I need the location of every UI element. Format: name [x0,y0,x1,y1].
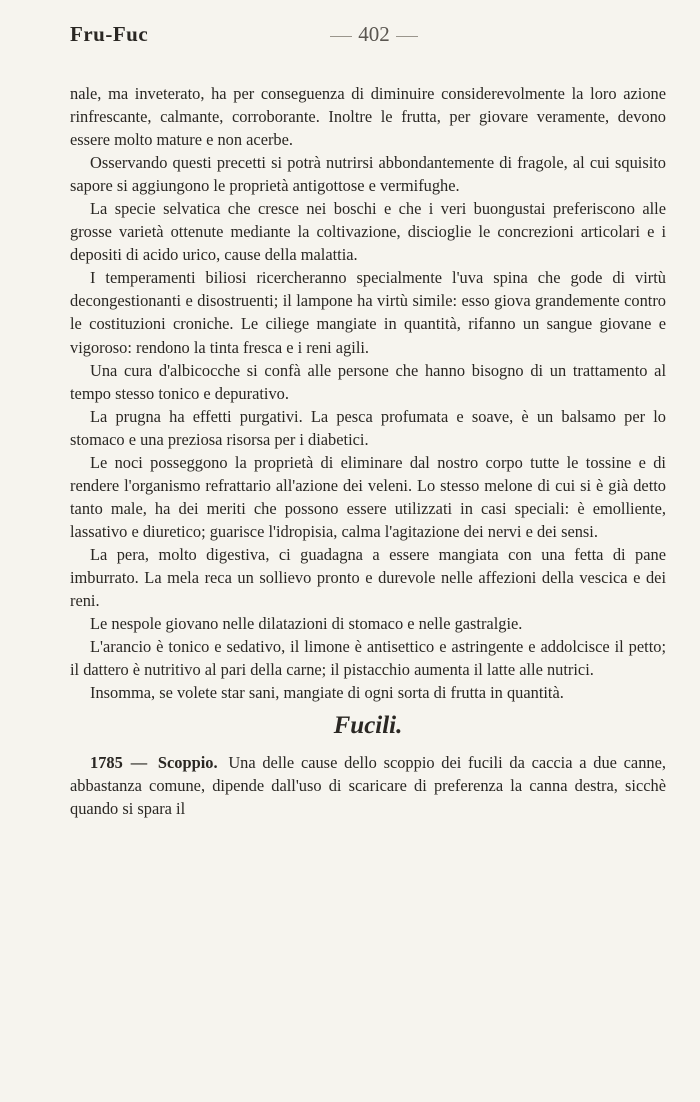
running-head: Fru-Fuc [70,22,149,46]
paragraph: Le noci posseggono la proprietà di eliminare dal nostro corpo tutte le tossine e di rendere l'organismo refrattario all'azione dei veleni. Lo stesso melone di cui si è già detto tanto male, ha dei meriti che possono essere utilizzati in casi speciali: è emolliente, lassativo e diuretico; guarisce l'idropisia, calma l'agitazione dei nervi e dei sensi. [70,452,666,541]
page-number-left-rule [330,36,352,37]
entry-dash: — [130,753,148,773]
paragraph: Osservando questi precetti si potrà nutrirsi abbondantemente di fragole, al cui squisito sapore si aggiungono le proprietà antigottose e vermifughe. [70,153,666,196]
page-number-right-rule [396,36,418,37]
paragraph: Insomma, se volete star sani, mangiate di ogni sorta di frutta in quantità. [90,683,564,703]
entry-paragraph [70,751,666,820]
paragraph: La pera, molto digestiva, ci guadagna a essere mangiata con una fetta di pane imburrato. La mela reca un sollievo pronto e durevole nelle affezioni della vescica e dei reni. [70,544,666,611]
page-number: 402 [358,22,390,46]
entry-text: Una delle cause dello scoppio dei fucili da caccia a due canne, abbastanza comune, dipende dall'uso di scaricare di preferenza la canna destra, sicchè quando si spara il [70,753,666,819]
page-body [70,82,666,820]
paragraph: La specie selvatica che cresce nei boschi e che i veri buongustai preferiscono alle grosse varietà ottenute mediante la coltivazione, discioglie le concrezioni articolari e i depositi di acido urico, cause della malattia. [70,199,666,265]
paragraph: L'arancio è tonico e sedativo, il limone è antisettico e astringente e addolcisce il petto; il dattero è nutritivo al pari della carne; il pistacchio aumenta il latte alle nutrici. [70,637,666,680]
page-number-block [294,22,454,47]
entry-heading: Scoppio. [157,753,218,773]
paragraph: Una cura d'albicocche si confà alle persone che hanno bisogno di un trattamento al tempo stesso tonico e depurativo. [70,360,666,403]
paragraph: Le nespole giovano nelle dilatazioni di stomaco e nelle gastralgie. [90,614,523,634]
entry-number: 1785 [90,753,123,773]
page-header [70,18,666,54]
paragraph: La prugna ha effetti purgativi. La pesca profumata e soave, è un balsamo per lo stomaco e una preziosa risorsa per i diabetici. [70,406,666,449]
paragraph-continuation: nale, ma inveterato, ha per conseguenza di diminuire considerevolmente la loro azione rinfrescante, calmante, corroborante. Inoltre le frutta, per giovare veramente, devono essere molto mature e non acerbe. [70,84,666,150]
section-title: Fucili. [333,712,403,740]
paragraph: I temperamenti biliosi ricercheranno specialmente l'uva spina che gode di virtù decongestionanti e disostruenti; il lampone ha virtù simile: esso giova grandemente contro le costituzioni croniche. Le ciliege mangiate in quantità, rifanno un sangue giovane e vigoroso: rendono la tinta fresca e i reni agili. [70,268,666,357]
